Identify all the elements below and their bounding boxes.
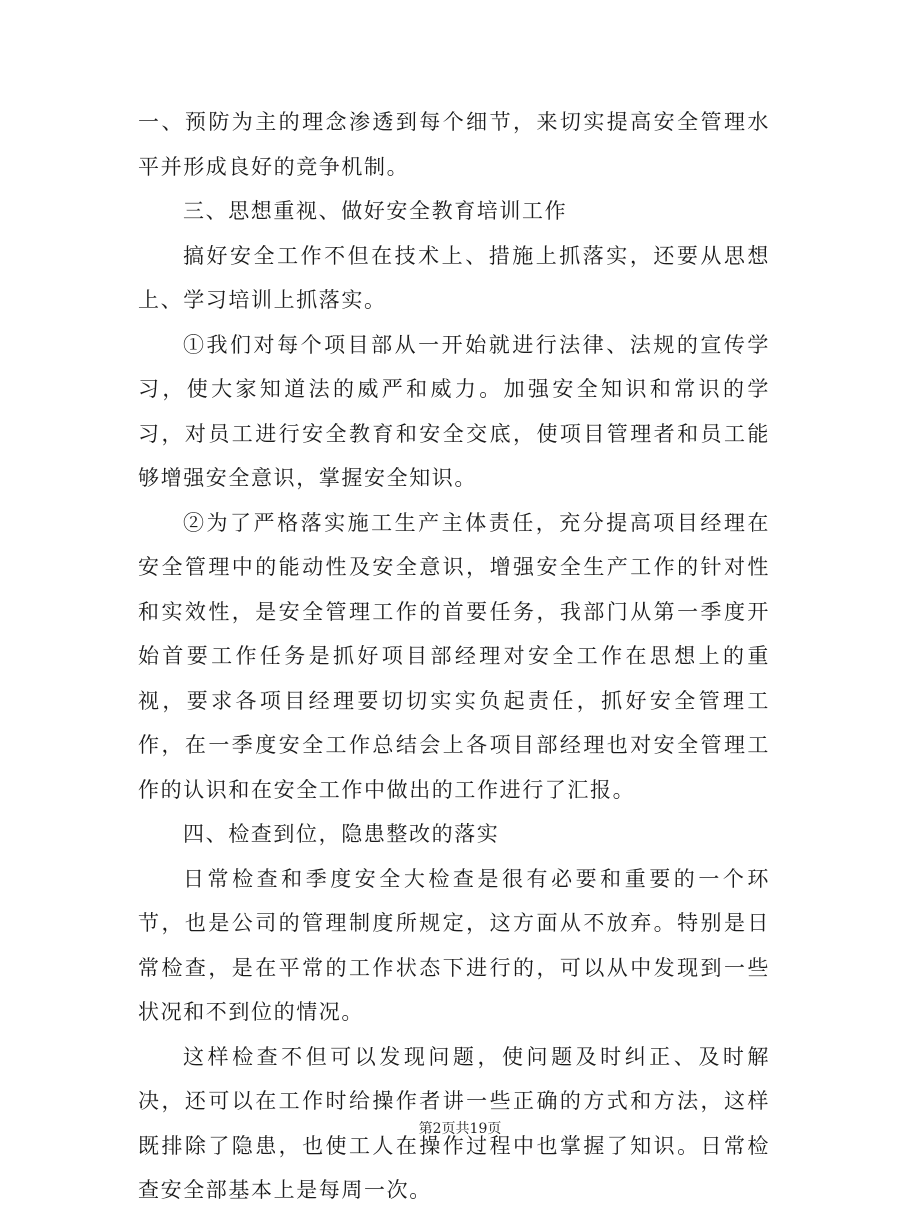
document-body [138,100,770,1213]
paragraph-continuation: 一、预防为主的理念渗透到每个细节，来切实提高安全管理水平并形成良好的竞争机制。 [138,110,770,179]
paragraph-item-1: ①我们对每个项目部从一开始就进行法律、法规的宣传学习，使大家知道法的威严和威力。加强安全知识和常识的学习，对员工进行安全教育和安全交底，使项目管理者和员工能够增强安全意识，掌握安全知识。 [138,332,770,490]
section-heading-3: 三、思想重视、做好安全教育培训工作 [183,199,568,223]
section-heading-4: 四、检查到位，隐患整改的落实 [183,822,500,846]
paragraph: 搞好安全工作不但在技术上、措施上抓落实，还要从思想上、学习培训上抓落实。 [138,243,770,312]
paragraph: 这样检查不但可以发现问题，使问题及时纠正、及时解决，还可以在工作时给操作者讲一些正确的方式和方法，这样既排除了隐患，也使工人在操作过程中也掌握了知识。日常检查安全部基本上是每周一次。 [138,1044,770,1202]
paragraph-item-2: ②为了严格落实施工生产主体责任，充分提高项目经理在安全管理中的能动性及安全意识，增强安全生产工作的针对性和实效性，是安全管理工作的首要任务，我部门从第一季度开始首要工作任务是抓好项目部经理对安全工作在思想上的重视，要求各项目经理要切切实实负起责任，抓好安全管理工作，在一季度安全工作总结会上各项目部经理也对安全管理工作的认识和在安全工作中做出的工作进行了汇报。 [138,510,770,802]
page-number-footer: 第2页共19页 [418,1121,502,1137]
paragraph: 日常检查和季度安全大检查是很有必要和重要的一个环节，也是公司的管理制度所规定，这方面从不放弃。特别是日常检查，是在平常的工作状态下进行的，可以从中发现到一些状况和不到位的情况。 [138,866,770,1024]
